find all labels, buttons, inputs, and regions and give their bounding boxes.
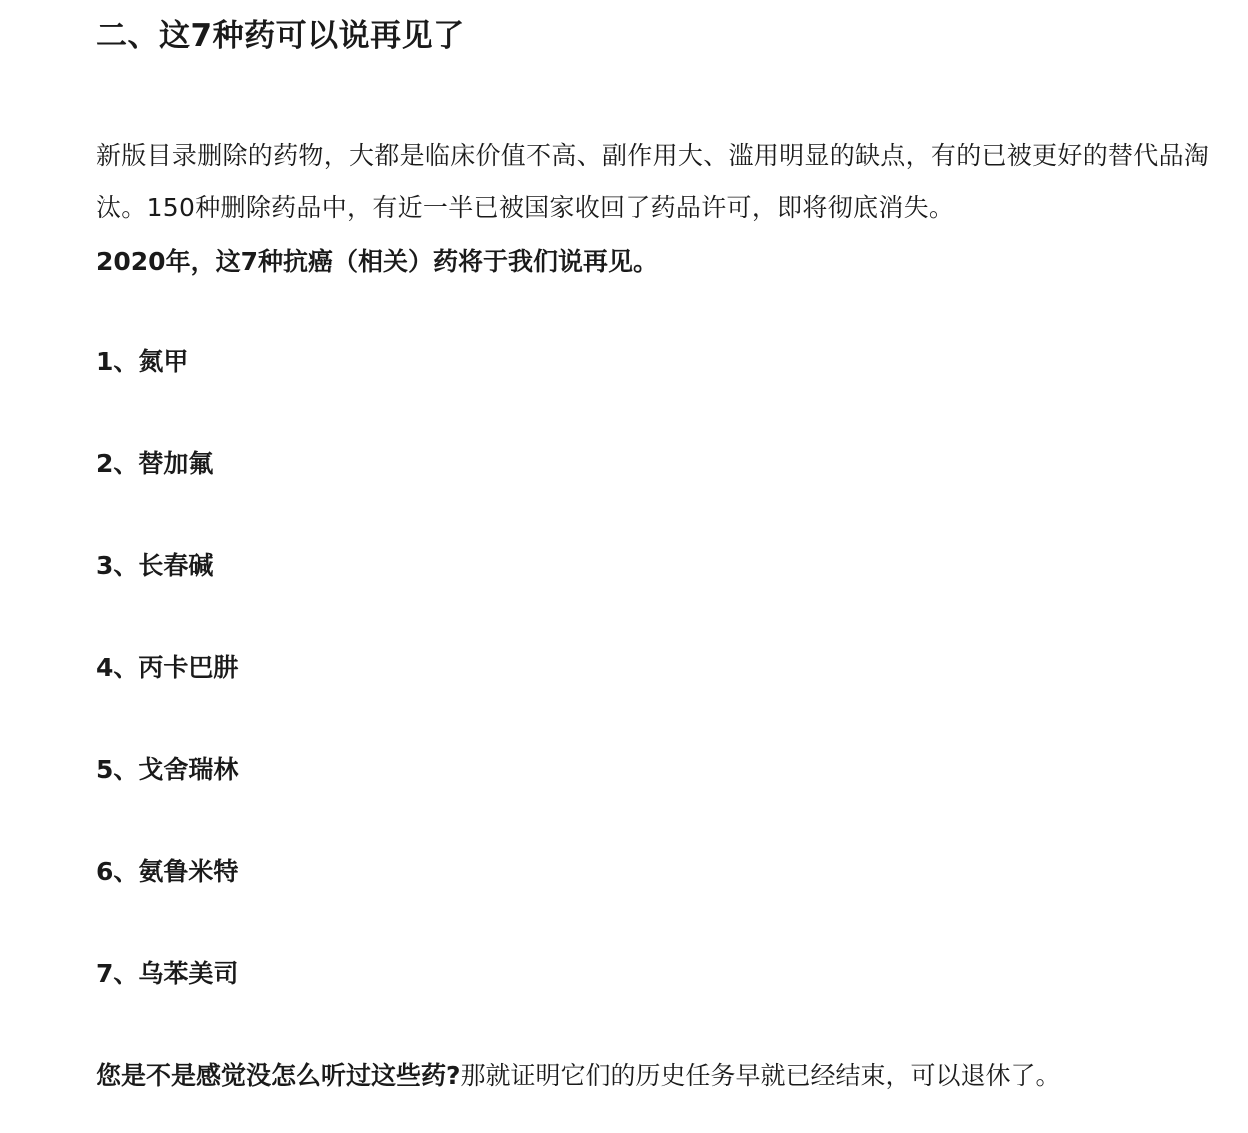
closing-question: 您是不是感觉没怎么听过这些药?	[96, 1061, 461, 1090]
drug-list-item: 1、氮甲	[96, 347, 189, 376]
drug-list-item: 2、替加氟	[96, 449, 214, 478]
drug-list-item: 3、长春碱	[96, 551, 214, 580]
bold-statement: 2020年，这7种抗癌（相关）药将于我们说再见。	[96, 247, 658, 276]
closing-paragraph	[96, 1054, 1061, 1098]
closing-text: 那就证明它们的历史任务早就已经结束，可以退休了。	[460, 1061, 1061, 1090]
drug-list-item: 4、丙卡巴肼	[96, 653, 239, 682]
drug-list-item: 5、戈舍瑞林	[96, 755, 239, 784]
section-heading: 二、这7种药可以说再见了	[96, 18, 465, 54]
intro-paragraph: 新版目录删除的药物，大都是临床价值不高、副作用大、滥用明显的缺点，有的已被更好的替代品淘汰。150种删除药品中，有近一半已被国家收回了药品许可，即将彻底消失。	[96, 141, 1210, 222]
drug-list-item: 6、氨鲁米特	[96, 857, 239, 886]
drug-list-item: 7、乌苯美司	[96, 959, 239, 988]
